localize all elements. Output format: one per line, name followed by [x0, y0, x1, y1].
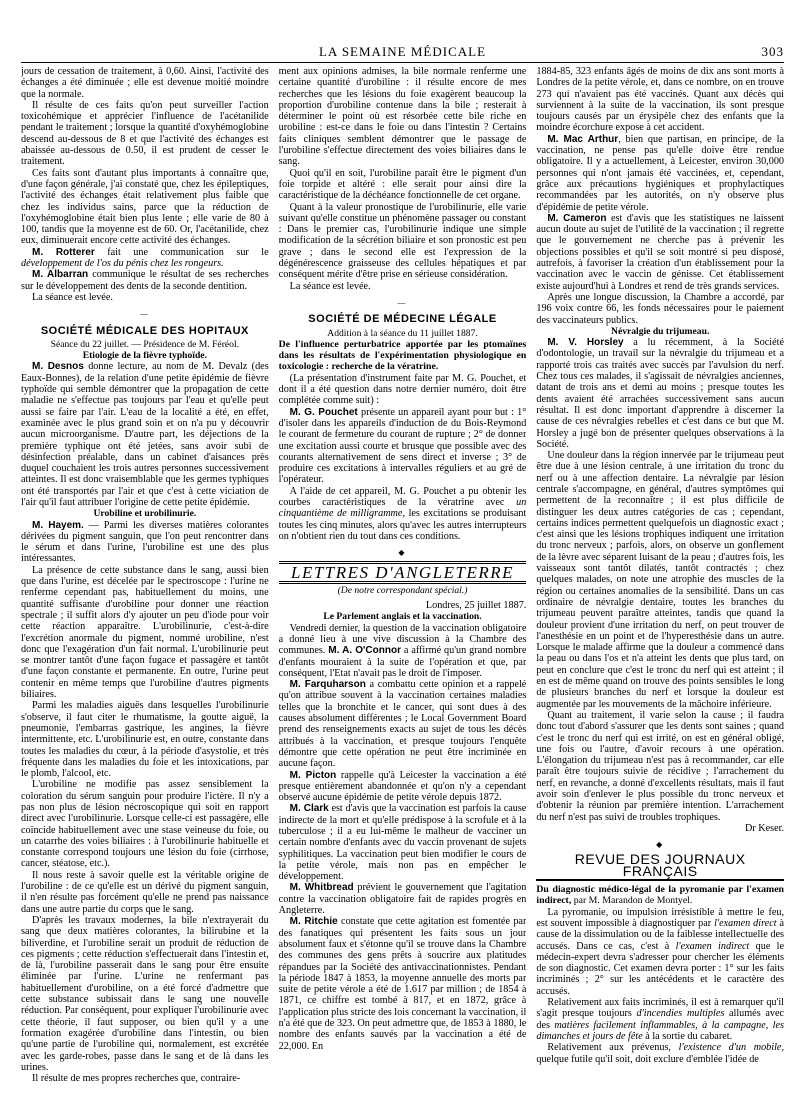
- speaker-name: M. A. O'Connor: [328, 645, 401, 657]
- paragraph: (La présentation d'instrument faite par M. G. Pouchet, et dont il a été question dans notre dernier numéro, doit être complétée comme suit) :: [278, 372, 527, 407]
- section-subtitle: Addition à la séance du 11 juillet 1887.: [327, 327, 478, 339]
- paragraph: [536, 337, 784, 450]
- paragraph: [21, 269, 269, 292]
- paragraph: [536, 134, 784, 213]
- speaker-name: M. Picton: [289, 769, 337, 781]
- article-author: par M. Marandon de Montyel.: [571, 895, 693, 907]
- paragraph-text: est d'avis que les statistiques ne laissent aucun doute au sujet de l'utilité de la vaccination ; il regrette que le gouvernement ne cherche pas à prévenir les objections possibles et qu'il se soit montré si peu disposé, autrefois, à favoriser la création d'un établissement pour la vaccination avec le vaccin de génisse. Cet établissement existe aujourd'hui à Londres et rend de très grands services.: [536, 212, 785, 292]
- paragraph-text: constate que cette agitation est fomentée par des fanatiques qui présentent les faits sous un jour absolument faux et s'étonne qu'il se trouve dans la Chambre des communes des gens prêts à soucrire aux platitudes répandues par la Société des antivaccinationnistes. Pendant la période 1847 à 1853, la moyenne annuelle des morts par suite de petite vérole a été de 1.617 par million ; de 1854 à 1871, ce chiffre est tombé à 817, et en 1872, grâce à l'application plus stricte des lois concernant la vaccination, il n'a été que de 323. On peut admettre que, de 1853 à 1880, le nombre des enfants sauvés par la vaccination a été de 22,000. En: [278, 916, 527, 1052]
- paragraph-italic: d'incendies multiples: [636, 1008, 725, 1020]
- paragraph-text: présente un appareil ayant pour but : 1° d'isoler dans les appareils d'induction de du Bois-Reymond le courant de fermeture du courant de rupture ; 2° de donner une excitation aussi courte et brusque que possible avec des courants alternativement de sens direct et inverse ; 3° de produire ces excitations à intervalles réguliers et au gré de l'opérateur.: [278, 406, 527, 486]
- section-title: SOCIÉTÉ MÉDICALE DES HOPITAUX: [40, 324, 249, 337]
- paragraph-text: , bien que partisan, en principe, de la vaccination, ne pense pas qu'elle doive être rendue obligatoire. Il y a actuellement, à Leicester, environ 30,000 personnes qui n'ont jamais été vaccinées, et, cependant, grâce aux précautions hygiéniques et prophylactiques recommandées par les autorités, on n'y observe plus d'épidémie de petite vérole.: [536, 133, 785, 213]
- speaker-name: M. Desnos: [32, 361, 84, 373]
- subsection-title: Le Parlement anglais et la vaccination.: [323, 611, 482, 623]
- paragraph: Une douleur dans la région innervée par le trijumeau peut être due à une lésion centrale, à une irritation du tronc du nerf ou à une affection dentaire. La névralgie par lésion centrale s'accompagne, en général, d'autres symptômes qui permettent de la reconnaître ; il est plus difficile de distinguer les deux autres catégories de cas ; cependant, certains indices permettent quelquefois un diagnostic exact ; c'est ainsi que les lésions trophiques indiquent une irritation du tronc nerveux ; parfois, alors, on observe un gonflement de la lèvre avec séparent luisant de la peau ; d'autres fois, les vaisseaux sont tantôt dilatés, tantôt contractés ; chez quelques malades, on note une atrophie des muscles de la région ou certaines anomalies de la sensibilité. Dans un cas ordinaire de névralgie dentaire, toutes les branches du trijumeau peuvent paraître atteintes, tandis que quand la douleur provient d'une irritation du nerf, on peut trouver de l'anesthésie en un point et de l'hyperesthésie dans un autre. Lorsque le malade affirme que la douleur a commencé dans la peau ou dans l'os et n'a atteint les dents que plus tard, on peut en conclure que c'est le tronc du nerf qui est atteint ; il en est de même quand on trouve des points sensibles le long de plusieurs branches du nerf et lorsque la douleur est augmentée par les mouvements de la mâchoire inférieure.: [536, 450, 785, 710]
- paragraph-text: à cause de la dissimulation ou de la faiblesse intellectuelle des accusés. Dans ce cas, c'est à: [536, 917, 785, 952]
- speaker-name: M. Mac Arthur: [547, 133, 619, 145]
- paragraph: La séance est levée.: [32, 291, 113, 303]
- paragraph: Quoi qu'il en soit, l'urobiline paraît être le pigment d'un foie torpide et altéré : elle serait pour ainsi dire la caractéristique de la déchéance fonctionnelle de cet organe.: [278, 167, 527, 202]
- article-title: Du diagnostic médico-légal de la pyromanie par l'examen indirect,: [536, 884, 785, 907]
- paragraph-text: donne lecture, au nom de M. Devalz (des Eaux-Bonnes), de la relation d'une petite épidémie de fièvre typhoïde qui semble démontrer que la propagation de cette maladie ne s'effectue pas toujours par l'eau et qu'elle peut aussi se faire par l'air. L'eau de la localité a été, en effet, examinée avec le plus grand soin et on n'a pu y découvrir aucun microorganisme. D'autre part, les déjections de la première typhique ont été jetées, sans avoir subi de désinfection préalable, dans un cabinet d'aisances près duquel couchaient les trois autres personnes successivement atteintes. Il est donc vraisemblable que les germes typhiques ont été transportés par l'air et que c'est à cette viciation de l'air qu'il faut attribuer l'origine de cette petite épidémie.: [21, 361, 269, 508]
- signature: Dr Keser.: [744, 822, 785, 834]
- paragraph: [536, 907, 784, 997]
- separator: ◆: [656, 840, 665, 850]
- speaker-name: M. Whitbread: [289, 882, 354, 894]
- speaker-name: M. G. Pouchet: [289, 406, 358, 418]
- paragraph: [21, 247, 269, 270]
- column-2: [279, 66, 527, 1119]
- paragraph: [279, 679, 527, 769]
- separator: —: [139, 309, 150, 319]
- paragraph: [536, 997, 784, 1042]
- paragraph-italic: un cinquantième de milligramme: [278, 496, 527, 520]
- paragraph: Quant au traitement, il varie selon la cause ; il faudra donc tout d'abord s'assurer que les dents sont saines ; quand c'est le tronc du nerf qui est irrité, on est en général obligé, une fois ou l'autre, d'avoir recours à une opération. L'élongation du trijumeau n'est pas à recommander, car elle paraît être toujours suivie de récidive ; l'arrachement du nerf, en revanche, a donné d'excellents résultats, mais il faut avoir soin d'enlever le plus possible du tronc nerveux et d'obtenir la réunion par première intention. L'arrachement du nerf n'est pas suivi de troubles trophiques.: [536, 709, 785, 823]
- speaker-name: M. V. Horsley: [547, 337, 624, 349]
- paragraph: [21, 520, 269, 565]
- paragraph: [536, 213, 784, 292]
- paragraph: jours de cessation de traitement, à 0,60. Ainsi, l'activité des échanges a été diminuée ; elle est devenue moitié moindre que la normale.: [21, 66, 269, 100]
- page-number: 303: [761, 44, 784, 59]
- section-subtitle: (De notre correspondant spécial.): [337, 584, 468, 596]
- section-subtitle: Séance du 22 juillet. — Présidence de M. Féréol.: [50, 338, 240, 350]
- paragraph: La présence de cette substance dans le sang, aussi bien que dans l'urine, est décelée par le spectroscope : l'urine ne renferme cependant pas, habituellement du moins, une quantité suffisante d'urobiline pour donner une réaction spectrale ; il suffit alors d'y ajouter un peu d'iode pour voir cette réaction apparaître. L'urobilinurie, c'est-à-dire l'excrétion anormale du pigment, nommé urobiline, n'est donc que l'exagération d'un fait normal. L'urobilinurie peut se montrer tantôt d'une façon fugace et passagère et tantôt d'une façon constante et permanente. En outre, l'urine peut contenir en même temps que l'urobiline d'autres pigments biliaires.: [21, 564, 269, 701]
- paragraph: [279, 770, 527, 804]
- paragraph-text: allumés avec des: [536, 1008, 785, 1031]
- paragraph: [279, 486, 527, 542]
- section-title: SOCIÉTÉ DE MÉDECINE LÉGALE: [308, 313, 497, 326]
- paragraph: Il nous reste à savoir quelle est la véritable origine de l'urobiline : de ce qu'elle est un dérivé du pigment sanguin, il n'en résulte pas forcément qu'elle ne prend pas naissance dans une autre partie du corps que le sang.: [21, 869, 269, 915]
- paragraph: Il résulte de mes propres recherches que, contraire-: [32, 1073, 241, 1085]
- paragraph-text: prévient le gouvernement que l'agitation contre la vaccination obligatoire fait de rapides progrès en Angleterre.: [278, 882, 527, 917]
- paragraph-text: communique le résultat de ses recherches sur le développement des dents de la seconde dentition.: [21, 269, 269, 292]
- paragraph-text: que le médecin-expert devra s'adresser pour chercher les éléments de son diagnostic. Cet examen devra porter : 1° sur les faits incriminés ; 2° sur les antécédents et le caractère des accusés.: [536, 940, 785, 997]
- paragraph-text: fait une communication sur le: [94, 246, 269, 258]
- paragraph-italic: matières facilement inflammables, à la campagne, les dimanches et jours de fête: [536, 1019, 785, 1042]
- running-header: [21, 44, 784, 60]
- paragraph-text: Relativement aux prévenus,: [547, 1042, 679, 1054]
- paragraph-text: a combattu cette opinion et a rappelé qu'on attribue souvent à la vaccination certaines maladies telles que la bronchite et le cancer, qui sont dues à des causes absolument différentes ; le Local Government Board prend des renseignements exacts au sujet de tous les décès attribués à la vaccination, et presque toujours l'enquête démontre que cette opération ne peut être incriminée en aucune façon.: [278, 679, 527, 770]
- separator: ◆: [398, 548, 407, 558]
- paragraph: Parmi les maladies aiguës dans lesquelles l'urobilinurie s'observe, il faut citer le rhumatisme, la goutte aiguë, la pneumonie, l'embarras gastrique, les angines, la fièvre intermittente, etc. L'urobilinurie est, en outre, constante dans toutes les maladies du cœur, à la période d'asystolie, et très fréquente dans les maladies du foie et les intoxications, par le plomb, l'alcool, etc.: [21, 700, 269, 780]
- journal-title: LA SEMAINE MÉDICALE: [318, 44, 487, 59]
- paragraph-text: La pyromanie, ou impulsion irrésistible à mettre le feu, est souvent impossible à diagnostiquer par: [536, 906, 785, 929]
- subsection-title: Etiologie de la fièvre typhoïde.: [82, 350, 207, 362]
- speaker-name: M. Hayem.: [32, 519, 84, 531]
- separator: —: [397, 297, 408, 307]
- dateline: Londres, 25 juillet 1887.: [425, 600, 527, 612]
- paragraph: Ces faits sont d'autant plus importants à connaître que, d'une façon générale, j'ai constaté que, chez les épileptiques, l'activité des échanges était relativement plus faible que chez les individus sains, parce que la réduction de l'oxyhémoglobine était bien plus lente ; elle varie de 80 à 100, tandis que la moyenne est de 60. Or, l'acétanilide, chez eux, diminuerait encore cette activité des échanges.: [21, 167, 269, 247]
- paragraph-text: — Parmi les diverses matières colorantes dérivées du pigment sanguin, que l'on peut rencontrer dans le sérum et dans l'urine, l'urobiline est une des plus intéressantes.: [21, 519, 269, 565]
- paragraph: [536, 1042, 784, 1065]
- column-1: [21, 66, 269, 1119]
- paragraph: Quant à la valeur pronostique de l'urobilinurie, elle varie suivant qu'elle constitue un phénomène passager ou constant : Dans le premier cas, l'urobilinurie indique une simple modification de la sécrétion biliaire et son pronostic est peu grave ; dans le second elle est l'expression de la dégénérescence graisseuse des cellules hépatiques et par conséquent mérite d'être prise en sérieuse considération.: [278, 201, 527, 281]
- paragraph-italic: l'examen indirect: [675, 940, 750, 952]
- subsection-title: Urobiline et urobilinurie.: [93, 508, 197, 520]
- paragraph: [279, 623, 527, 679]
- paragraph-text: à la sortie du cabaret.: [642, 1030, 733, 1042]
- article-heading: [536, 884, 784, 907]
- section-title: LETTRES D'ANGLETERRE: [279, 561, 527, 583]
- paragraph-text: a affirmé qu'un grand nombre d'enfants mouraient à la suite de l'opération et que, par conséquent, l'Etat n'avait pas le droit de l'imposer.: [278, 645, 527, 679]
- paragraph-text: A l'aide de cet appareil, M. G. Pouchet a pu obtenir les courbes caractéristiques de la vératrine avec: [278, 485, 527, 508]
- paragraph-text: Vendredi dernier, la question de la vaccination obligatoire a donné lieu à une vive discussion à la Chambre des communes.: [278, 622, 527, 657]
- paragraph: [279, 882, 527, 916]
- paragraph: [279, 803, 527, 882]
- paragraph-text: a lu récemment, à la Société d'odontologie, un travail sur la névralgie du trijumeau et a rapporté trois cas traités avec succès par l'avulsion du nerf. Chez tous ces malades, il s'agissait de névralgies anciennes, datant de trois ans et demi au moins ; presque toutes les dents avaient été arrachées successivement sans aucun résultat. Il est donc important d'apprendre à discerner la cause de ces névralgies rebelles et c'est dans ce but que M. Horsley a jugé bon de présenter quelques observations à la Société.: [536, 337, 785, 450]
- paragraph-italic: l'examen direct: [714, 917, 777, 929]
- paragraph: L'urobiline ne modifie pas assez sensiblement la coloration du sérum sanguin pour produire l'ictère. Il n'y a pas non plus de lésion nécroscopique qui soit en rapport direct avec l'urobilinurie. Lorsque celle-ci est passagère, elle coïncide habituellement avec une stase veineuse du foie, ou un catarrhe des voies biliaires : à l'urobilinurie habituelle et constante correspond toujours une lésion du foie (cirrhose, cancer, stéatose, etc.).: [21, 779, 269, 870]
- paragraph: Après une longue discussion, la Chambre a accordé, par 196 voix contre 66, les fonds nécessaires pour le paiement des vaccinateurs publics.: [536, 291, 785, 326]
- article-heading: De l'influence perturbatrice apportée par les ptomaïnes dans les résultats de l'expérimentation physiologique en toxicologie : recherche de la vératrine.: [278, 338, 527, 373]
- paragraph-italic: l'existence d'un mobile,: [678, 1042, 785, 1054]
- columns: [21, 66, 784, 1119]
- paragraph: [279, 916, 527, 1052]
- paragraph: D'après les travaux modernes, la bile n'extrayerait du sang que deux matières colorantes, la bilirubine et la biliverdine, et l'urobiline serait un produit de réduction de ces pigments ; cette réduction s'effectuerait dans l'intestin et, de là, l'urobiline passerait dans le sang pour être ensuite éliminée par l'urine. L'urine ne renfermant pas habituellement d'urobiline, on a été forcé d'admettre que cette substance subissait dans le sang une nouvelle réduction. Par conséquent, pour expliquer l'urobilinurie avec cette théorie, il faut supposer, ou bien qu'il y a une formation exagérée d'urobiline dans l'intestin, ou bien qu'une partie de l'urobiline qui, normalement, est excrétée avec les garde-robes, passe dans le sang et de là dans les urines.: [21, 914, 269, 1073]
- paragraph-italic: développement de l'os du pénis chez les rongeurs.: [21, 258, 224, 270]
- paragraph-text: rappelle qu'à Leicester la vaccination a été presque entièrement abandonnée et qu'on n'y a cependant observé aucune épidémie de petite vérole depuis 1872.: [278, 769, 527, 804]
- paragraph-text: Relativement aux faits incriminés, il est à remarquer qu'il s'agit presque toujours: [536, 997, 785, 1020]
- speaker-name: M. Clark: [289, 803, 329, 815]
- paragraph: ment aux opinions admises, la bile normale renferme une certaine quantité d'urobiline : il résulte encore de mes recherches que les lésions du foie exagèrent beaucoup la proportion d'urobiline contenue dans la bile ; resterait à déterminer le point où est résorbée cette bile riche en urobiline : est-ce dans le foie ou dans l'intestin ? Certains faits cliniques semblent démontrer que le passage de l'urobiline s'effectue directement des voies biliaires dans le sang.: [278, 66, 527, 168]
- column-3: [536, 66, 784, 1119]
- section-title: REVUE DES JOURNAUX FRANÇAIS: [536, 854, 784, 881]
- paragraph-text: , les excitations se produisant toutes les cinq minutes, alors qu'avec les autres interrupteurs on n'obtient rien du tout dans ces conditions.: [278, 508, 527, 542]
- speaker-name: M. Ritchie: [289, 916, 338, 928]
- header-rule: [21, 62, 784, 63]
- speaker-name: M. Cameron: [547, 212, 607, 224]
- paragraph: Il résulte de ces faits qu'on peut surveiller l'action toxicohémique et apprécier l'influence de l'acétanilide pendant le traitement ; lorsque la quantité d'oxyhémoglobine descend au-dessous de 8 et que l'activité des échanges est abaissée au-dessous de 0.50, il est prudent de cesser le traitement.: [21, 99, 269, 168]
- speaker-name: M. Rotterer: [32, 246, 95, 258]
- speaker-name: M. Albarran: [32, 269, 89, 281]
- paragraph-text: est d'avis que la vaccination est parfois la cause indirecte de la mort et qu'elle prédispose à la scrofule et à la tuberculose ; il a eu lui-même le malheur de vacciner un certain nombre d'enfants avec du vaccin provenant de sujets syphilitiques. La vaccination peut bien modifier le cours de la petite vérole, mais non pas en empêcher le développement.: [278, 803, 527, 883]
- paragraph: La séance est levée.: [289, 280, 371, 292]
- speaker-name: M. Farquharson: [289, 679, 366, 691]
- paragraph: [21, 361, 269, 508]
- paragraph-text: quelque futile qu'il soit, doit exclure d'emblée l'idée de: [536, 1053, 759, 1065]
- paragraph: 1884-85, 323 enfants âgés de moins de dix ans sont morts à Londres de la petite vérole, et, dans ce nombre, on en trouve 273 qui n'avaient pas été vaccinés. Quant aux décès qui surviennent à la suite de la vaccination, ils sont presque toujours causés par un érysipèle chez des enfants que la moindre écorchure expose à cet accident.: [536, 66, 785, 134]
- subsection-title: Névralgie du trijumeau.: [611, 325, 710, 337]
- paragraph: [279, 407, 527, 486]
